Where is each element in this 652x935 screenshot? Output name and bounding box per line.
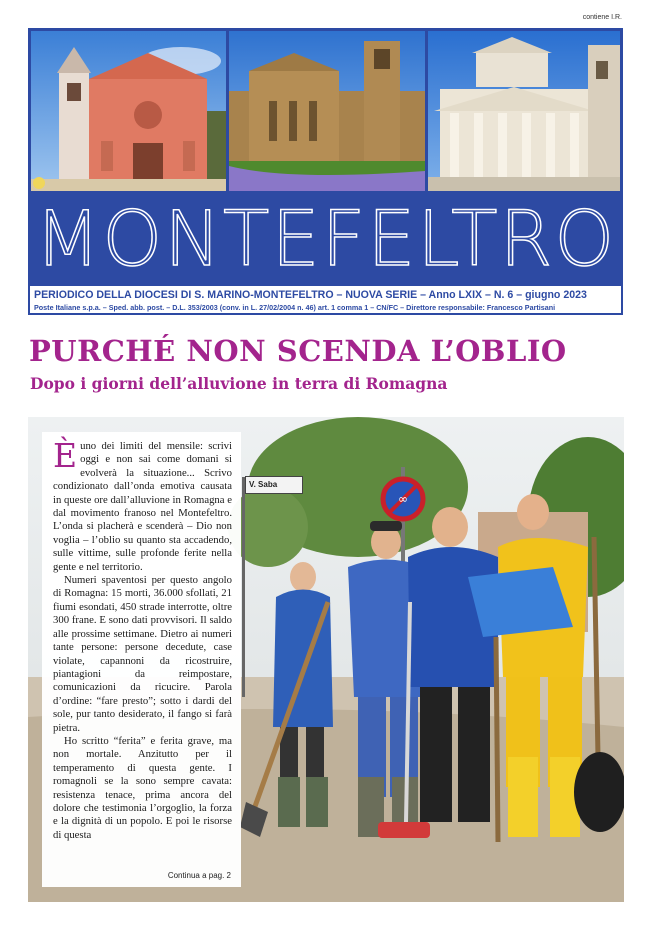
article-paragraph: Èuno dei limiti del mensile: scrivi oggi e non sai come domani si evolverà la situazione... Scrivo condizionato dall’onda emotiva causata in queste ore dall’alluvione in Romagna e dal movimento franoso nel Montefeltro. L’onda si placherà e scenderà – Dio non voglia – l’oblio su quanto sta accadendo, sulle vittime, sulle profonde ferite nella gente e nel territorio.: [53, 436, 232, 573]
article-headline: PURCHÉ NON SCENDA L’OBLIO: [29, 334, 567, 368]
postal-line: Poste Italiane s.p.a. – Sped. abb. post. – D.L. 353/2003 (conv. in L. 27/02/2004 n. 46) art. 1 comma 1 – CN/FC – Direttore responsabile: Francesco Partisani: [34, 303, 556, 312]
svg-text:∞: ∞: [398, 492, 408, 506]
article-subheadline: Dopo i giorni dell’alluvione in terra di Romagna: [30, 374, 448, 393]
info-band: [28, 284, 623, 315]
periodical-line: PERIODICO DELLA DIOCESI DI S. MARINO-MONTEFELTRO – NUOVA SERIE – Anno LXIX – N. 6 – giugno 2023: [34, 289, 587, 301]
drop-cap: È: [53, 436, 78, 475]
street-sign: V. Saba: [245, 476, 303, 494]
cathedral-photo-center: [229, 31, 425, 191]
article-paragraph: Ho scritto “ferita” e ferita grave, ma non mortale. Anzitutto per il temperamento di questa gente. I romagnoli se la sono sempre cavata: resistenza tenace, prima ancora del dolore che testimonia l’orgoglio, la forza e la dignità di un popolo. E poi le risorse di questa: [53, 734, 232, 841]
masthead-title: MONTEFELTRO: [34, 194, 617, 283]
corner-note: contiene I.R.: [582, 14, 622, 21]
continued-link[interactable]: Continua a pag. 2: [167, 871, 231, 880]
church-photo-left: [31, 31, 226, 191]
masthead: [28, 28, 623, 315]
article-paragraph: Numeri spaventosi per questo angolo di Romagna: 15 morti, 36.000 sfollati, 21 fiumi esondati, 450 strade interrotte, oltre 300 frane. E sono dati provvisori. Il saldo alle prossime settimane. Dietro ai numeri tante persone: persone decedute, case violate, capannoni da ricostruire, piantagioni da reimpostare, comunicazioni da ricucire. Parola d’ordine: “fare presto”; sotto i dardi del sole, pur tanto desiderato, il fango si farà pietra.: [53, 574, 232, 734]
basilica-photo-right: [428, 31, 620, 191]
article-text-box: [42, 432, 241, 887]
title-band: [28, 194, 623, 284]
